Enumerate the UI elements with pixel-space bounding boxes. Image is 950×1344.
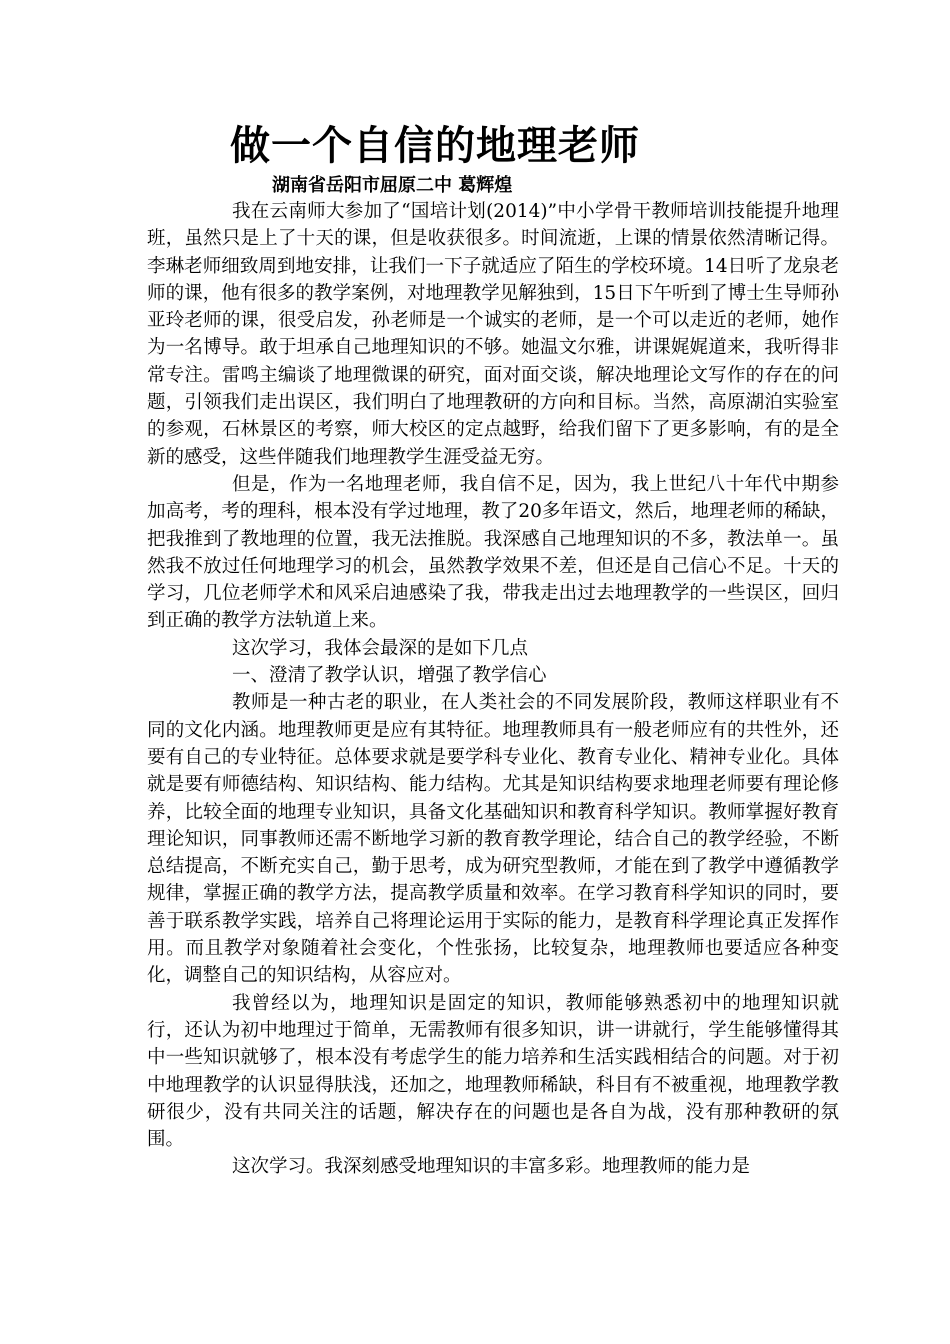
- paragraph-5: 我曾经以为，地理知识是固定的知识，教师能够熟悉初中的地理知识就行，还认为初中地理过于简单，无需教师有很多知识，讲一讲就行，学生能够懂得其中一些知识就够了，根本没有考虑学生的能力培养和生活实践相结合的问题。对于初中地理教学的认识显得肤浅，还加之，地理教师稀缺，科目有不被重视，地理教学教研很少，没有共同关注的话题，解决存在的问题也是各自为战，没有那种教研的氛围。: [147, 992, 839, 1151]
- document-body: [147, 198, 839, 1181]
- paragraph-6: 这次学习。我深刻感受地理知识的丰富多彩。地理教师的能力是: [232, 1156, 751, 1178]
- paragraph-3: 这次学习，我体会最深的是如下几点: [232, 637, 529, 659]
- paragraph-2: 但是，作为一名地理老师，我自信不足，因为，我上世纪八十年代中期参加高考，考的理科，根本没有学过地理，教了20多年语文，然后，地理老师的稀缺，把我推到了教地理的位置，我无法推脱。我深感自己地理知识的不多，教法单一。虽然我不放过任何地理学习的机会，虽然教学效果不差，但还是自己信心不足。十天的学习，几位老师学术和风采启迪感染了我，带我走出过去地理教学的一些误区，回归到正确的教学方法轨道上来。: [147, 473, 839, 632]
- paragraph-4: 教师是一种古老的职业，在人类社会的不同发展阶段，教师这样职业有不同的文化内涵。地理教师更是应有其特征。地理教师具有一般老师应有的共性外，还要有自己的专业特征。总体要求就是要学科专业化、教育专业化、精神专业化。具体就是要有师德结构、知识结构、能力结构。尤其是知识结构要求地理老师要有理论修养，比较全面的地理专业知识，具备文化基础知识和教育科学知识。教师掌握好教育理论知识，同事教师还需不断地学习新的教育教学理论，结合自己的教学经验，不断总结提高，不断充实自己，勤于思考，成为研究型教师，才能在到了教学中遵循教学规律，掌握正确的教学方法，提高教学质量和效率。在学习教育科学知识的同时，要善于联系教学实践，培养自己将理论运用于实际的能力，是教育科学理论真正发挥作用。而且教学对象随着社会变化，个性张扬，比较复杂，地理教师也要适应各种变化，调整自己的知识结构，从容应对。: [147, 692, 839, 987]
- paragraph-1: 我在云南师大参加了“国培计划(2014)”中小学骨干教师培训技能提升地理班，虽然只是上了十天的课，但是收获很多。时间流逝，上课的情景依然清晰记得。李琳老师细致周到地安排，让我们一下子就适应了陌生的学校环境。14日听了龙泉老师的课，他有很多的教学案例，对地理教学见解独到，15日下午听到了博士生导师孙亚玲老师的课，很受启发，孙老师是一个诚实的老师，是一个可以走近的老师，她作为一名博导。敢于坦承自己地理知识的不够。她温文尔雅，讲课娓娓道来，我听得非常专注。雷鸣主编谈了地理微课的研究，面对面交谈，解决地理论文写作的存在的问题，引领我们走出误区，我们明白了地理教研的方向和目标。当然，高原湖泊实验室的参观，石林景区的考察，师大校区的定点越野，给我们留下了更多影响，有的是全新的感受，这些伴随我们地理教学生涯受益无穷。: [147, 201, 839, 468]
- document-title: 做一个自信的地理老师: [230, 122, 640, 169]
- author-line: 湖南省岳阳市屈原二中 葛辉煌: [272, 175, 513, 196]
- section-heading-1: 一、澄清了教学认识，增强了教学信心: [232, 665, 547, 687]
